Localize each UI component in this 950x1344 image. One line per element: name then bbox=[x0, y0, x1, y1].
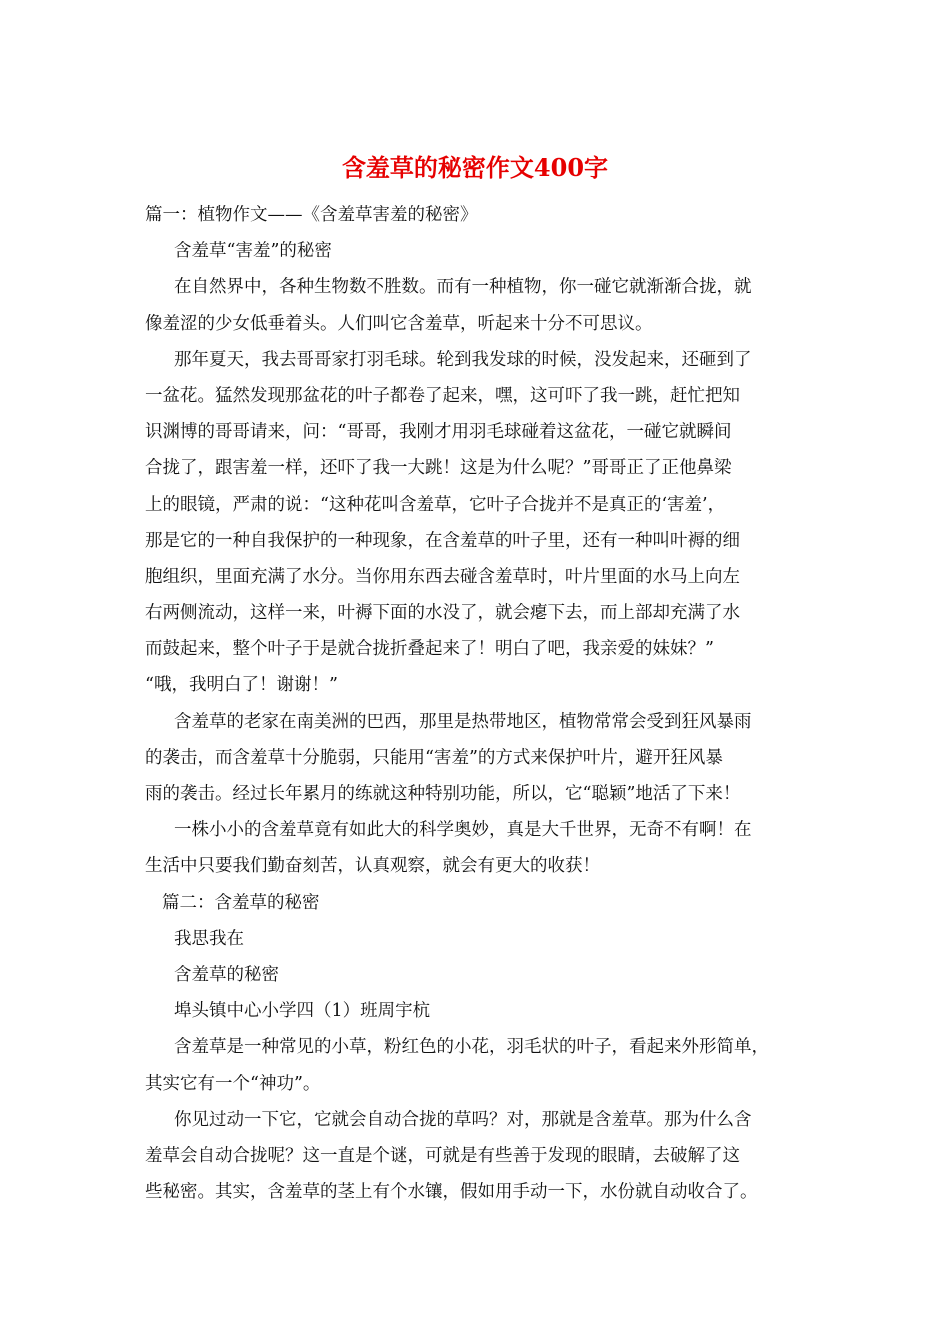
text-line: 而鼓起来，整个叶子于是就合拢折叠起来了！明白了吧，我亲爱的妹妹？” bbox=[145, 639, 714, 660]
text-line: 一盆花。猛然发现那盆花的叶子都卷了起来，嘿，这可吓了我一跳，赶忙把知 bbox=[145, 385, 740, 406]
text-line: 含羞草“害羞”的秘密 bbox=[174, 241, 332, 262]
text-line: 你见过动一下它，它就会自动合拢的草吗？对，那就是含羞草。那为什么含 bbox=[174, 1109, 752, 1130]
text-line: 含羞草是一种常见的小草，粉红色的小花，羽毛状的叶子，看起来外形简单， bbox=[174, 1037, 769, 1058]
text-line: 上的眼镜，严肃的说：“这种花叫含羞草，它叶子合拢并不是真正的‘害羞’， bbox=[145, 494, 726, 515]
text-line: 胞组织，里面充满了水分。当你用东西去碰含羞草时，叶片里面的水马上向左 bbox=[145, 566, 740, 587]
text-line: 我思我在 bbox=[174, 928, 244, 949]
text-line: 右两侧流动，这样一来，叶褥下面的水没了，就会瘪下去，而上部却充满了水 bbox=[145, 603, 740, 624]
text-line: 篇二：含羞草的秘密 bbox=[162, 892, 320, 913]
text-line: 一株小小的含羞草竟有如此大的科学奥妙，真是大千世界，无奇不有啊！在 bbox=[174, 820, 752, 841]
text-line: 那年夏天，我去哥哥家打羽毛球。轮到我发球的时候，没发起来，还砸到了 bbox=[174, 349, 752, 370]
text-line: 含羞草的老家在南美洲的巴西，那里是热带地区，植物常常会受到狂风暴雨 bbox=[174, 711, 752, 732]
document-title: 含羞草的秘密作文400字 bbox=[341, 153, 609, 182]
text-line: 像羞涩的少女低垂着头。人们叫它含羞草，听起来十分不可思议。 bbox=[145, 313, 653, 334]
text-line: 生活中只要我们勤奋刻苦，认真观察，就会有更大的收获！ bbox=[145, 856, 600, 877]
text-line: 些秘密。其实，含羞草的茎上有个水镶，假如用手动一下，水份就自动收合了。 bbox=[145, 1182, 758, 1203]
text-line: 雨的袭击。经过长年累月的练就这种特别功能，所以，它“聪颖”地活了下来！ bbox=[145, 784, 741, 804]
text-line: “哦，我明白了！谢谢！” bbox=[145, 675, 338, 696]
text-line: 羞草会自动合拢呢？这一直是个谜，可就是有些善于发现的眼睛，去破解了这 bbox=[145, 1145, 740, 1166]
text-line: 那是它的一种自我保护的一种现象，在含羞草的叶子里，还有一种叫叶褥的细 bbox=[145, 530, 740, 551]
text-line: 在自然界中，各种生物数不胜数。而有一种植物，你一碰它就渐渐合拢，就 bbox=[174, 277, 752, 298]
text-line: 其实它有一个“神功”。 bbox=[145, 1073, 321, 1094]
text-line: 的袭击，而含羞草十分脆弱，只能用“害羞”的方式来保护叶片，避开狂风暴 bbox=[145, 747, 723, 768]
text-line: 合拢了，跟害羞一样，还吓了我一大跳！这是为什么呢？”哥哥正了正他鼻梁 bbox=[145, 458, 732, 479]
text-line: 篇一：植物作文——《含羞草害羞的秘密》 bbox=[145, 205, 478, 225]
document-body bbox=[145, 197, 817, 1210]
text-line: 埠头镇中心小学四（1）班周宇杭 bbox=[174, 1001, 431, 1022]
text-line: 含羞草的秘密 bbox=[174, 964, 279, 985]
text-line: 识渊博的哥哥请来，问：“哥哥，我刚才用羽毛球碰着这盆花，一碰它就瞬间 bbox=[145, 422, 732, 443]
